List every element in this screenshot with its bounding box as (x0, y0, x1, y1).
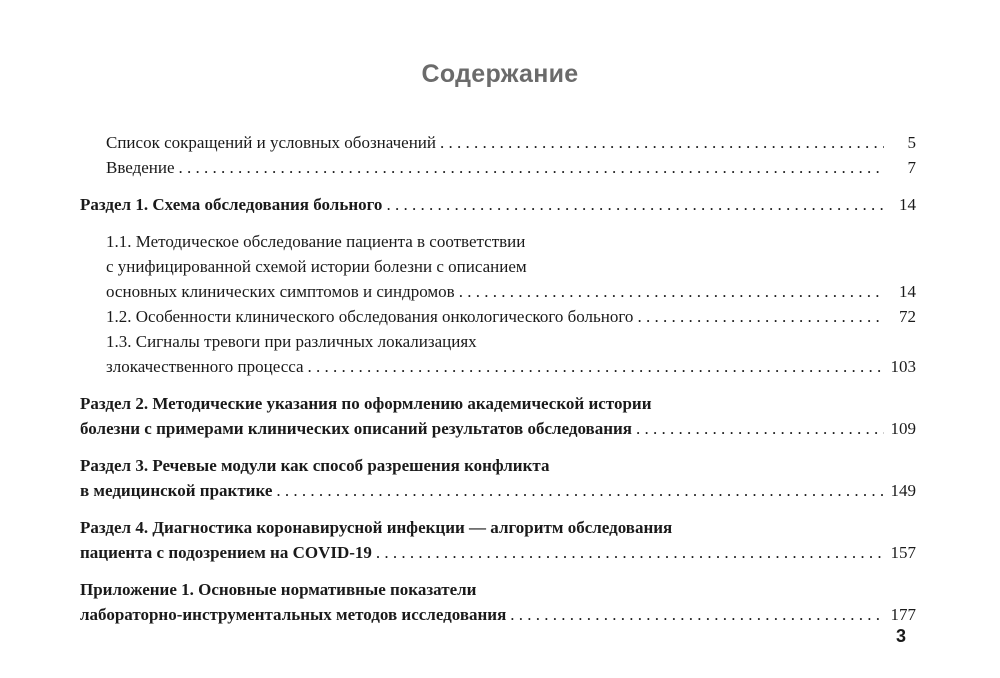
toc-page-number: 14 (899, 195, 916, 214)
toc-entry-section-3[interactable] (80, 453, 916, 503)
leader-dots (386, 192, 884, 217)
leader-dots (510, 602, 884, 627)
toc-entry-1-1[interactable] (80, 229, 916, 304)
toc-entry-title-line: с унифицированной схемой истории болезни с описанием (106, 257, 527, 276)
page-title: Содержание (421, 60, 579, 88)
toc-entry-title: Раздел 1. Схема обследования больного (80, 195, 383, 214)
toc-page-number: 103 (890, 357, 916, 376)
leader-dots (376, 540, 884, 565)
leader-dots (636, 416, 884, 441)
toc-entry-title-line: 1.1. Методическое обследование пациента в соответствии (106, 232, 526, 251)
toc-entry-section-2[interactable] (80, 391, 916, 441)
toc-page-number: 177 (890, 605, 916, 624)
leader-dots (276, 478, 884, 503)
toc-entry-title-line: злокачественного процесса (106, 357, 304, 376)
toc-entry-title-line: Раздел 3. Речевые модули как способ разрешения конфликта (80, 456, 550, 475)
leader-dots (179, 155, 884, 180)
toc-page-number: 157 (890, 543, 916, 562)
leader-dots (637, 304, 884, 329)
toc-entry-title-line: Раздел 4. Диагностика коронавирусной инфекции — алгоритм обследования (80, 518, 673, 537)
toc-entry-title: 1.2. Особенности клинического обследования онкологического больного (106, 307, 634, 326)
toc-entry-section-4[interactable] (80, 515, 916, 565)
toc-page-number: 5 (907, 133, 916, 152)
toc-entry-title-line: 1.3. Сигналы тревоги при различных локализациях (106, 332, 477, 351)
toc-entry-1-3[interactable] (80, 329, 916, 379)
toc-entry-title-line: болезни с примерами клинических описаний результатов обследования (80, 419, 633, 438)
toc-page-number: 14 (899, 282, 916, 301)
table-of-contents (80, 130, 916, 627)
toc-entry-1-2[interactable] (80, 304, 916, 329)
toc-entry-section-1[interactable] (80, 192, 916, 217)
page-number: 3 (896, 626, 907, 646)
toc-entry-introduction[interactable] (80, 155, 916, 180)
toc-page-number: 7 (907, 158, 916, 177)
toc-entry-appendix-1[interactable] (80, 577, 916, 627)
toc-page-number: 72 (899, 307, 916, 326)
toc-entry-abbreviations[interactable] (80, 130, 916, 155)
leader-dots (308, 354, 884, 379)
toc-page-number: 149 (890, 481, 916, 500)
leader-dots (459, 279, 884, 304)
toc-entry-title-line: пациента с подозрением на COVID-19 (80, 543, 372, 562)
toc-page-number: 109 (890, 419, 916, 438)
toc-entry-title-line: лабораторно-инструментальных методов исследования (80, 605, 507, 624)
toc-entry-title-line: Раздел 2. Методические указания по оформлению академической истории (80, 394, 652, 413)
toc-entry-title-line: основных клинических симптомов и синдромов (106, 282, 455, 301)
toc-entry-title-line: в медицинской практике (80, 481, 273, 500)
toc-entry-title-line: Приложение 1. Основные нормативные показатели (80, 580, 477, 599)
leader-dots (440, 130, 884, 155)
toc-entry-title: Введение (106, 158, 175, 177)
toc-entry-title: Список сокращений и условных обозначений (106, 133, 437, 152)
